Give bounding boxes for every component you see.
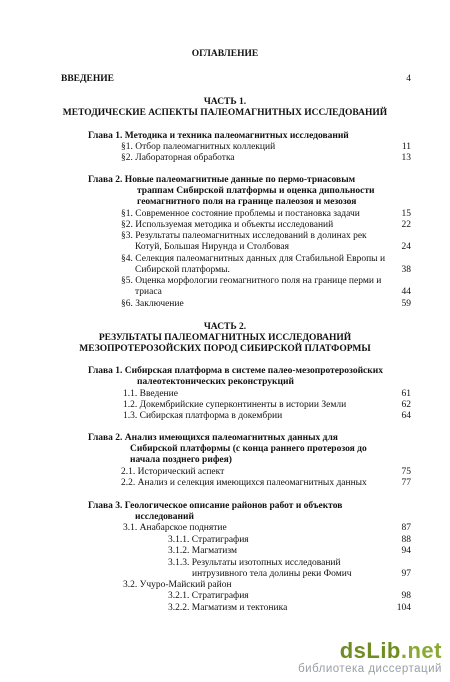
toc-entry-text: 3.1.3. Результаты изотопных исследований <box>168 558 341 568</box>
toc-entry-page: 59 <box>401 299 411 309</box>
toc-entry-page: 87 <box>401 523 411 533</box>
toc-entry-text: §2. Лабораторная обработка <box>121 153 235 163</box>
toc-entry-text: Котуй, Большая Нирунда и Столбовая <box>135 242 289 252</box>
toc-entry-text: §4. Селекция палеомагнитных данных для Стабильной Европы и <box>121 254 386 264</box>
toc-entry-page: 11 <box>401 142 411 152</box>
toc-entry-page: 15 <box>401 209 411 219</box>
toc-entry-text: §2. Используемая методика и объекты исследований <box>121 220 334 230</box>
toc-entry-text: 3.1.2. Магматизм <box>168 546 237 556</box>
toc-entry-text: начала позднего рифея) <box>130 455 232 465</box>
toc-entry-page: 62 <box>401 400 411 410</box>
toc-entry-text: Глава 1. Методика и техника палеомагнитных исследований <box>88 131 349 141</box>
toc-entry-text: Глава 2. Новые палеомагнитные данные по пермо-триасовым <box>88 175 356 185</box>
toc-entry-text: 3.2.1. Стратиграфия <box>168 591 249 601</box>
toc-entry-text: 1.3. Сибирская платформа в докембрии <box>123 411 283 421</box>
toc-entry-page: 44 <box>401 287 411 297</box>
toc-entry-text: §1. Современное состояние проблемы и постановка задачи <box>121 209 360 219</box>
toc-entry-text: 3.2.2. Магматизм и тектоника <box>168 603 288 613</box>
toc-entry-page: 13 <box>401 153 411 163</box>
toc-entry-text: §1. Отбор палеомагнитных коллекций <box>121 142 276 152</box>
toc-entry-text: исследований <box>135 512 194 522</box>
toc-entry-page: 22 <box>401 220 411 230</box>
watermark-logo-tld: .net <box>400 638 442 663</box>
part2-subheading-2: МЕЗОПРОТЕРОЗОЙСКИХ ПОРОД СИБИРСКОЙ ПЛАТФОРМЫ <box>79 344 371 354</box>
toc-entry-text: триаса <box>135 287 162 297</box>
toc-entry-text: Сибирской платформы (с конца раннего протерозоя до <box>130 444 367 454</box>
toc-entry-text: Глава 3. Геологическое описание районов работ и объектов <box>88 501 343 511</box>
part1-heading: ЧАСТЬ 1. <box>203 97 247 107</box>
toc-entry-text: §6. Заключение <box>121 299 184 309</box>
toc-entry-text: §5. Оценка морфологии геомагнитного поля на границе перми и <box>121 276 382 286</box>
watermark-logo <box>298 639 442 663</box>
toc-entry-page: 98 <box>401 591 411 601</box>
watermark-subtitle: библиотека диссертаций <box>298 663 442 675</box>
toc-entry-page: 104 <box>396 603 411 613</box>
toc-entry-text: 1.1. Введение <box>123 389 178 399</box>
toc-entry-text: геомагнитного поля на границе палеозоя и мезозоя <box>137 197 357 207</box>
toc-entry-text: 2.2. Анализ и селекция имеющихся палеомагнитных данных <box>121 478 367 488</box>
toc-entry-text: 3.1.1. Стратиграфия <box>168 535 249 545</box>
intro-page: 4 <box>406 74 411 84</box>
toc-entry-page: 94 <box>401 546 411 556</box>
toc-title: ОГЛАВЛЕНИЕ <box>191 49 259 59</box>
toc-entry-page: 75 <box>401 467 411 477</box>
toc-entry-text: 3.1. Анабарское поднятие <box>123 523 227 533</box>
part2-subheading-1: РЕЗУЛЬТАТЫ ПАЛЕОМАГНИТНЫХ ИССЛЕДОВАНИЙ <box>98 333 352 343</box>
watermark <box>298 639 442 676</box>
part1-subheading: МЕТОДИЧЕСКИЕ АСПЕКТЫ ПАЛЕОМАГНИТНЫХ ИССЛЕДОВАНИЙ <box>62 108 388 118</box>
toc-entry-text: 3.2. Учуро-Майский район <box>123 580 232 590</box>
toc-entry-text: траппам Сибирской платформы и оценка дипольности <box>137 186 375 196</box>
toc-entry-text: Сибирской платформы. <box>135 265 230 275</box>
toc-entry-text: 1.2. Докембрийские суперконтиненты в истории Земли <box>123 400 347 410</box>
toc-entry-page: 61 <box>401 389 411 399</box>
toc-entry-page: 64 <box>401 411 411 421</box>
toc-entry-text: Глава 2. Анализ имеющихся палеомагнитных данных для <box>88 433 338 443</box>
toc-entry-text: интрузивного тела долины реки Фомич <box>192 569 352 579</box>
toc-entry-text: §3. Результаты палеомагнитных исследований в долинах рек <box>121 231 367 241</box>
toc-entry-page: 24 <box>401 242 411 252</box>
toc-entry-text: Глава 1. Сибирская платформа в системе палео-мезопротерозойских <box>88 366 383 376</box>
toc-entry-text: палеотектонических реконструкций <box>137 377 294 387</box>
part2-heading: ЧАСТЬ 2. <box>203 322 247 332</box>
intro-label: ВВЕДЕНИЕ <box>61 74 114 84</box>
toc-entry-page: 97 <box>401 569 411 579</box>
toc-entry-text: 2.1. Исторический аспект <box>121 467 225 477</box>
toc-entry-page: 38 <box>401 265 411 275</box>
watermark-logo-main: dsLib <box>339 638 401 663</box>
toc-entry-page: 88 <box>401 535 411 545</box>
toc-entry-page: 77 <box>401 478 411 488</box>
